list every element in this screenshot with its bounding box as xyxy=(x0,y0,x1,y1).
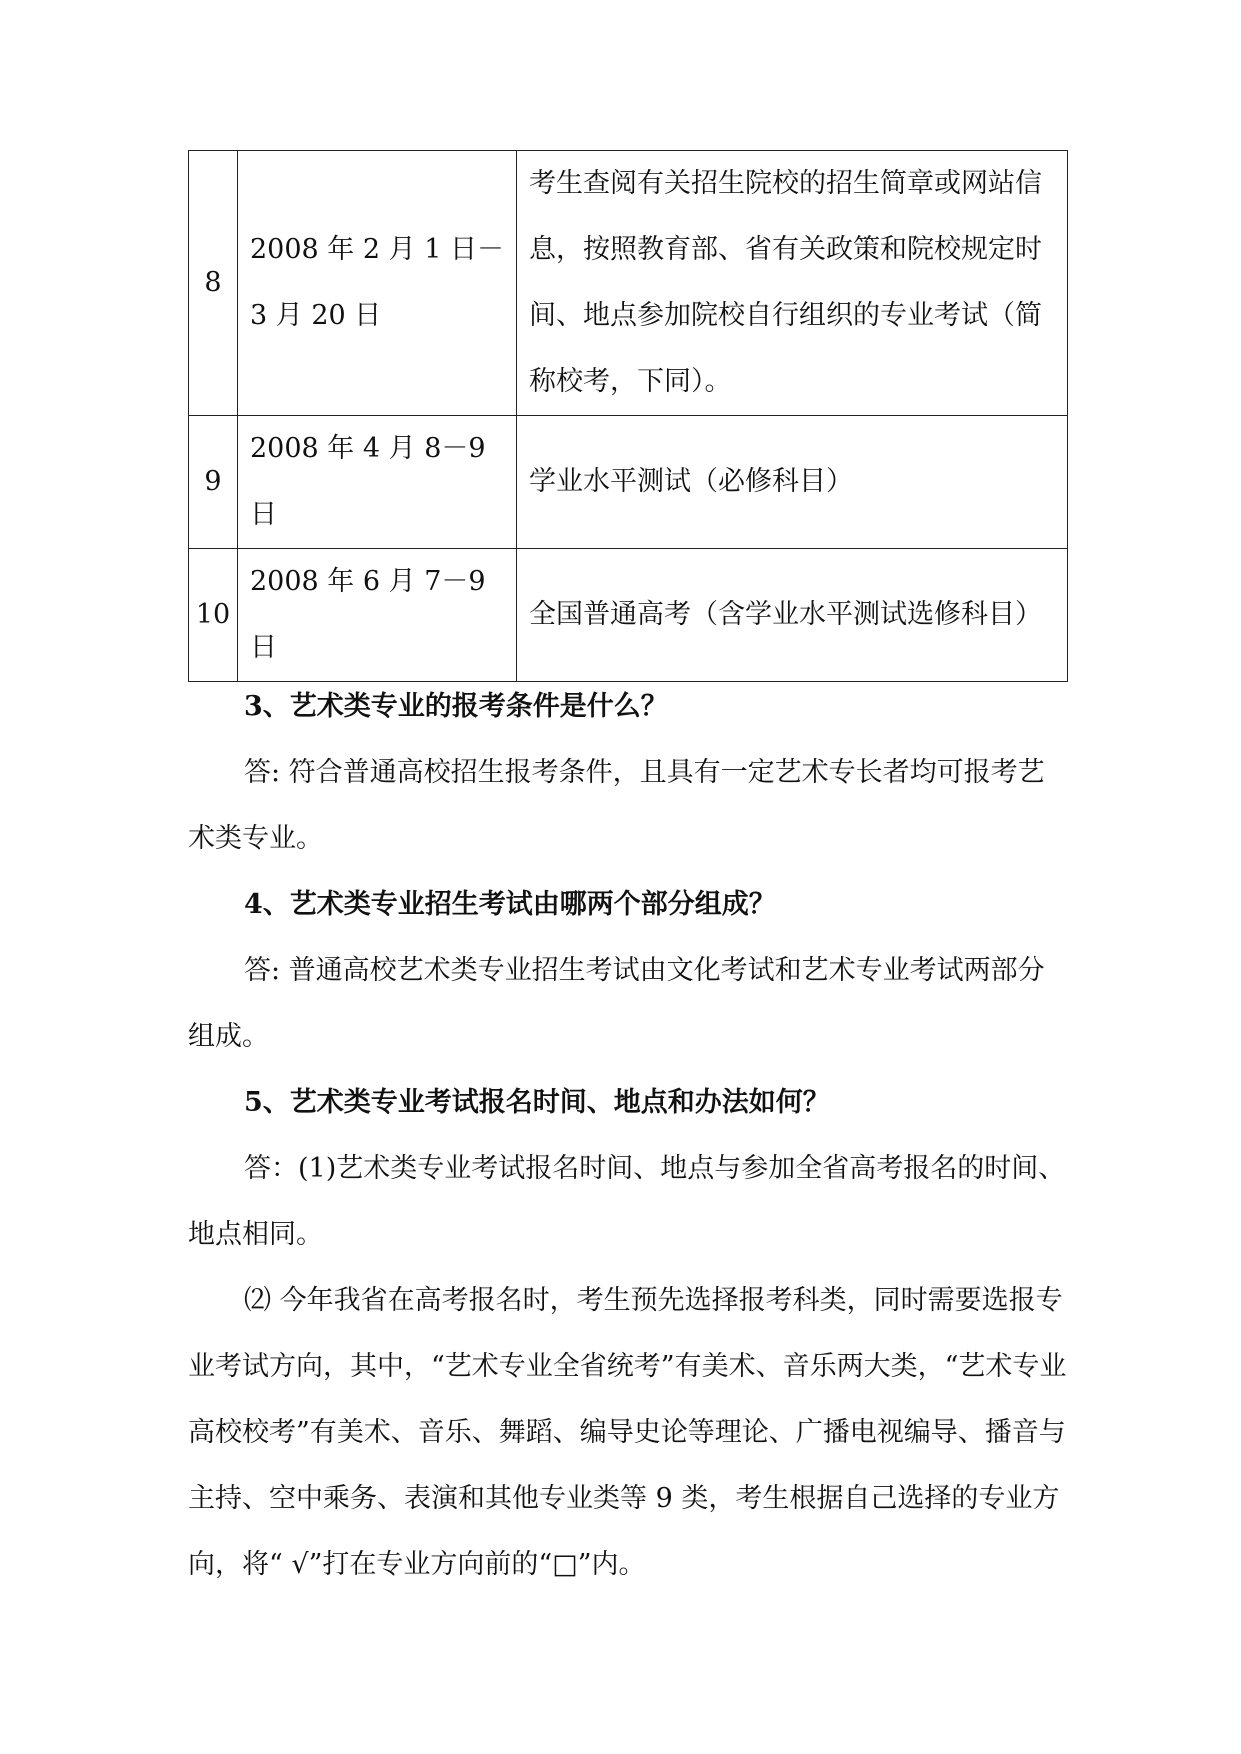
table-row xyxy=(189,151,1068,416)
answer-5-part-1: 答：(1)艺术类专业考试报名时间、地点与参加全省高考报名的时间、地点相同。 xyxy=(188,1153,1066,1250)
row-date: 2008 年 4 月 8－9 日 xyxy=(238,416,517,549)
row-description: 考生查阅有关招生院校的招生简章或网站信息，按照教育部、省有关政策和院校规定时间、地点参加院校自行组织的专业考试（简称校考，下同）。 xyxy=(517,151,1068,416)
row-number: 8 xyxy=(189,151,238,416)
row-number: 10 xyxy=(189,549,238,682)
row-date: 2008 年 2 月 1 日－3 月 20 日 xyxy=(238,151,517,416)
row-number: 9 xyxy=(189,416,238,549)
row-description: 全国普通高考（含学业水平测试选修科目） xyxy=(517,549,1068,682)
row-date: 2008 年 6 月 7－9 日 xyxy=(238,549,517,682)
faq-section xyxy=(188,674,1068,1598)
schedule-table xyxy=(188,150,1068,682)
table-row xyxy=(189,549,1068,682)
question-5: 5、艺术类专业考试报名时间、地点和办法如何？ xyxy=(244,1087,830,1118)
question-4: 4、艺术类专业招生考试由哪两个部分组成？ xyxy=(244,889,776,920)
question-3: 3、艺术类专业的报考条件是什么？ xyxy=(244,691,668,722)
answer-5-part-2: ⑵ 今年我省在高考报名时，考生预先选择报考科类，同时需要选报专业考试方向，其中，“艺术专业全省统考”有美术、音乐两大类，“艺术专业高校校考”有美术、音乐、舞蹈、编导史论等理论、广播电视编导、播音与主持、空中乘务、表演和其他专业类等 9 类，考生根据自己选择的专业方向，将“ √”打在专业方向前的“□”内。 xyxy=(188,1285,1067,1580)
answer-4: 答: 普通高校艺术类专业招生考试由文化考试和艺术专业考试两部分组成。 xyxy=(188,955,1045,1052)
row-description: 学业水平测试（必修科目） xyxy=(517,416,1068,549)
table-row xyxy=(189,416,1068,549)
answer-3: 答: 符合普通高校招生报考条件，且具有一定艺术专长者均可报考艺术类专业。 xyxy=(188,757,1045,854)
